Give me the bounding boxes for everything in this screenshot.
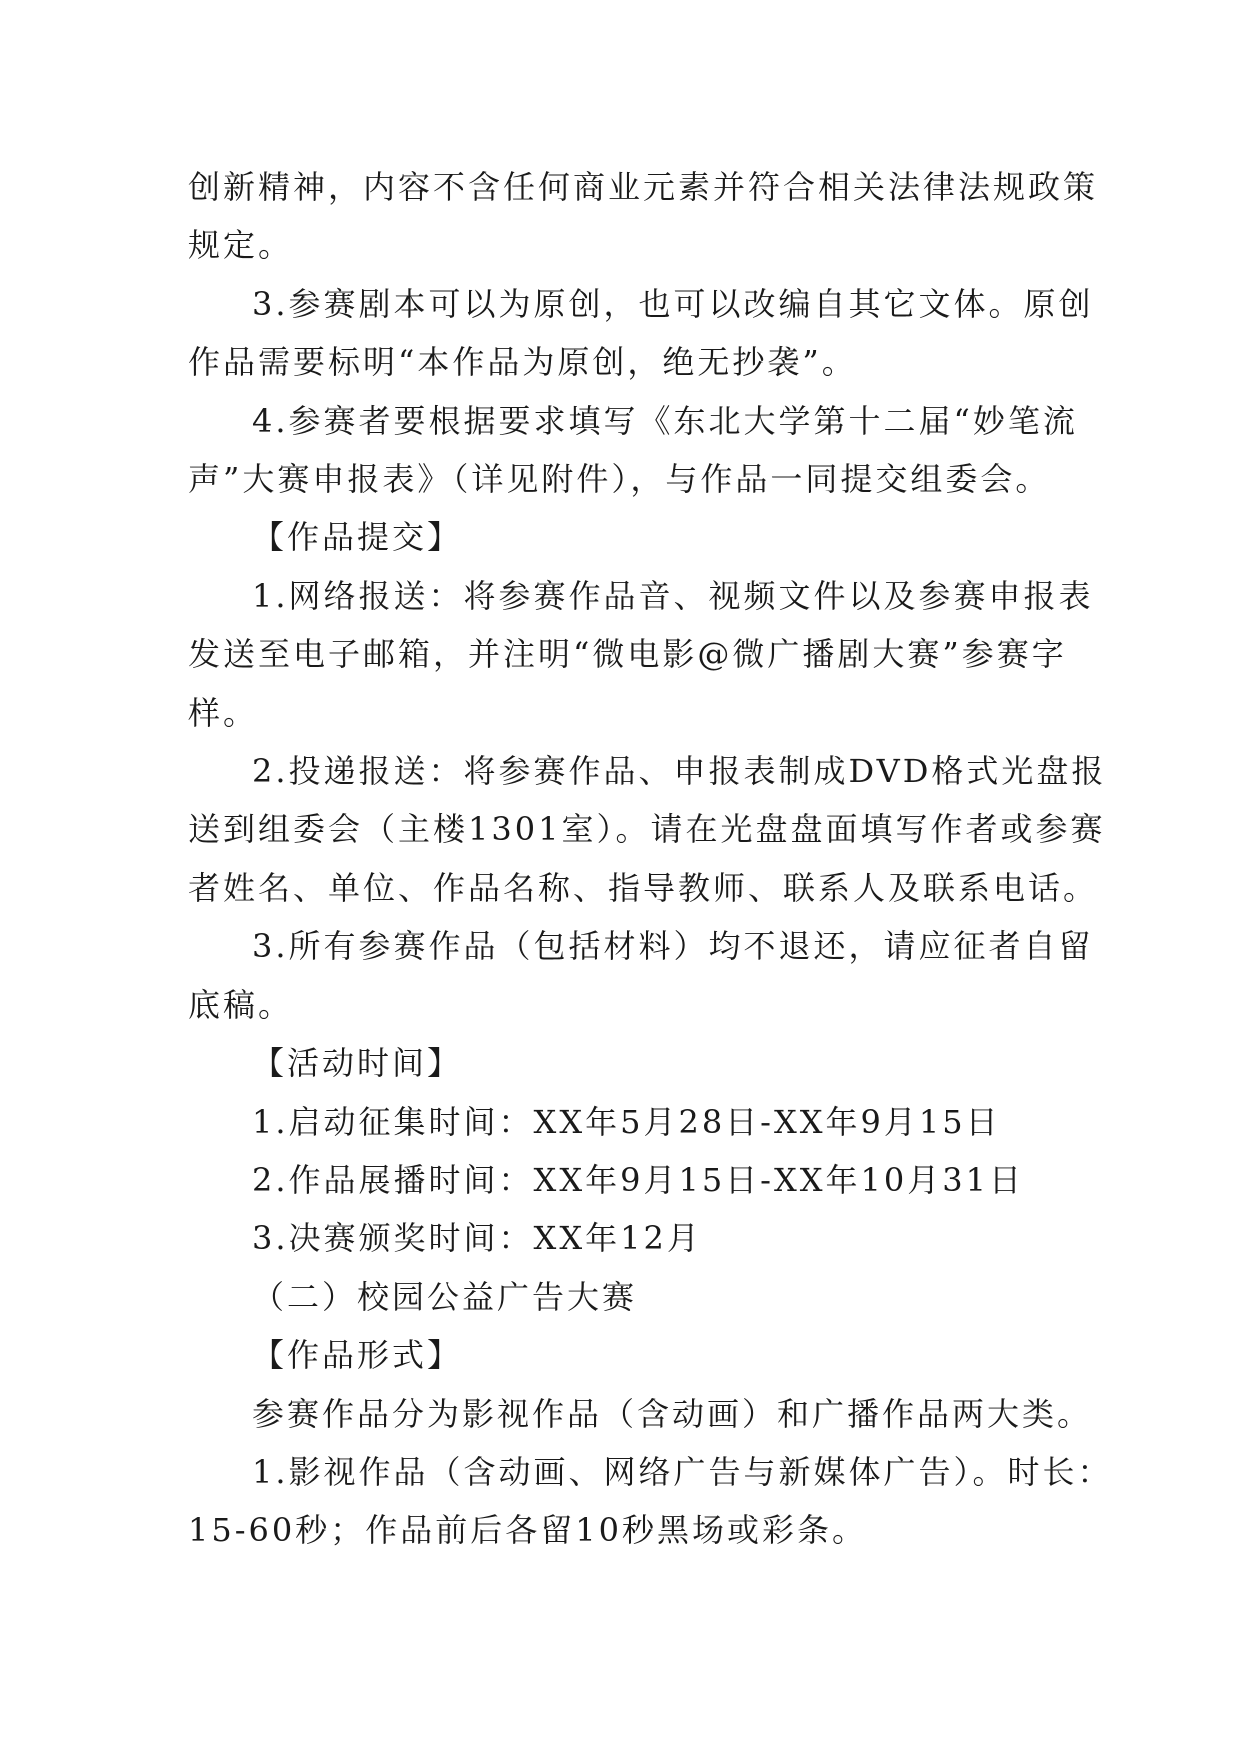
text-line: 1.启动征集时间：XX年5月28日-XX年9月15日 [252, 1102, 1001, 1141]
text-line: 声”大赛申报表》（详见附件），与作品一同提交组委会。 [188, 460, 1051, 499]
section-heading: 【活动时间】 [252, 1044, 463, 1083]
text-line: 者姓名、单位、作品名称、指导教师、联系人及联系电话。 [188, 868, 1099, 907]
text-line: 规定。 [188, 226, 294, 265]
text-line: 2.投递报送：将参赛作品、申报表制成DVD格式光盘报 [252, 752, 1107, 791]
text-line: 作品需要标明“本作品为原创，绝无抄袭”。 [188, 343, 857, 382]
text-line: 发送至电子邮箱，并注明“微电影@微广播剧大赛”参赛字 [188, 635, 1067, 674]
section-heading: 【作品提交】 [252, 518, 463, 557]
text-line: 2.作品展播时间：XX年9月15日-XX年10月31日 [252, 1160, 1024, 1199]
text-line: 样。 [188, 693, 259, 732]
subsection-heading: （二）校园公益广告大赛 [252, 1277, 638, 1316]
text-line: 15-60秒；作品前后各留10秒黑场或彩条。 [188, 1511, 867, 1550]
text-line: 4.参赛者要根据要求填写《东北大学第十二届“妙笔流 [252, 401, 1078, 440]
text-line: 3.参赛剧本可以为原创，也可以改编自其它文体。原创 [252, 284, 1094, 323]
text-line: 底稿。 [188, 985, 294, 1024]
text-line: 1.网络报送：将参赛作品音、视频文件以及参赛申报表 [252, 576, 1094, 615]
text-line: 3.决赛颁奖时间：XX年12月 [252, 1219, 702, 1258]
document-body [188, 158, 1113, 1560]
text-line: 1.影视作品（含动画、网络广告与新媒体广告）。时长： [252, 1452, 1113, 1491]
section-heading: 【作品形式】 [252, 1336, 463, 1375]
text-line: 参赛作品分为影视作品（含动画）和广播作品两大类。 [252, 1394, 1093, 1433]
text-line: 送到组委会（主楼1301室）。请在光盘盘面填写作者或参赛 [188, 810, 1106, 849]
text-line: 3.所有参赛作品（包括材料）均不退还，请应征者自留 [252, 927, 1094, 966]
text-line: 创新精神，内容不含任何商业元素并符合相关法律法规政策 [188, 168, 1099, 206]
